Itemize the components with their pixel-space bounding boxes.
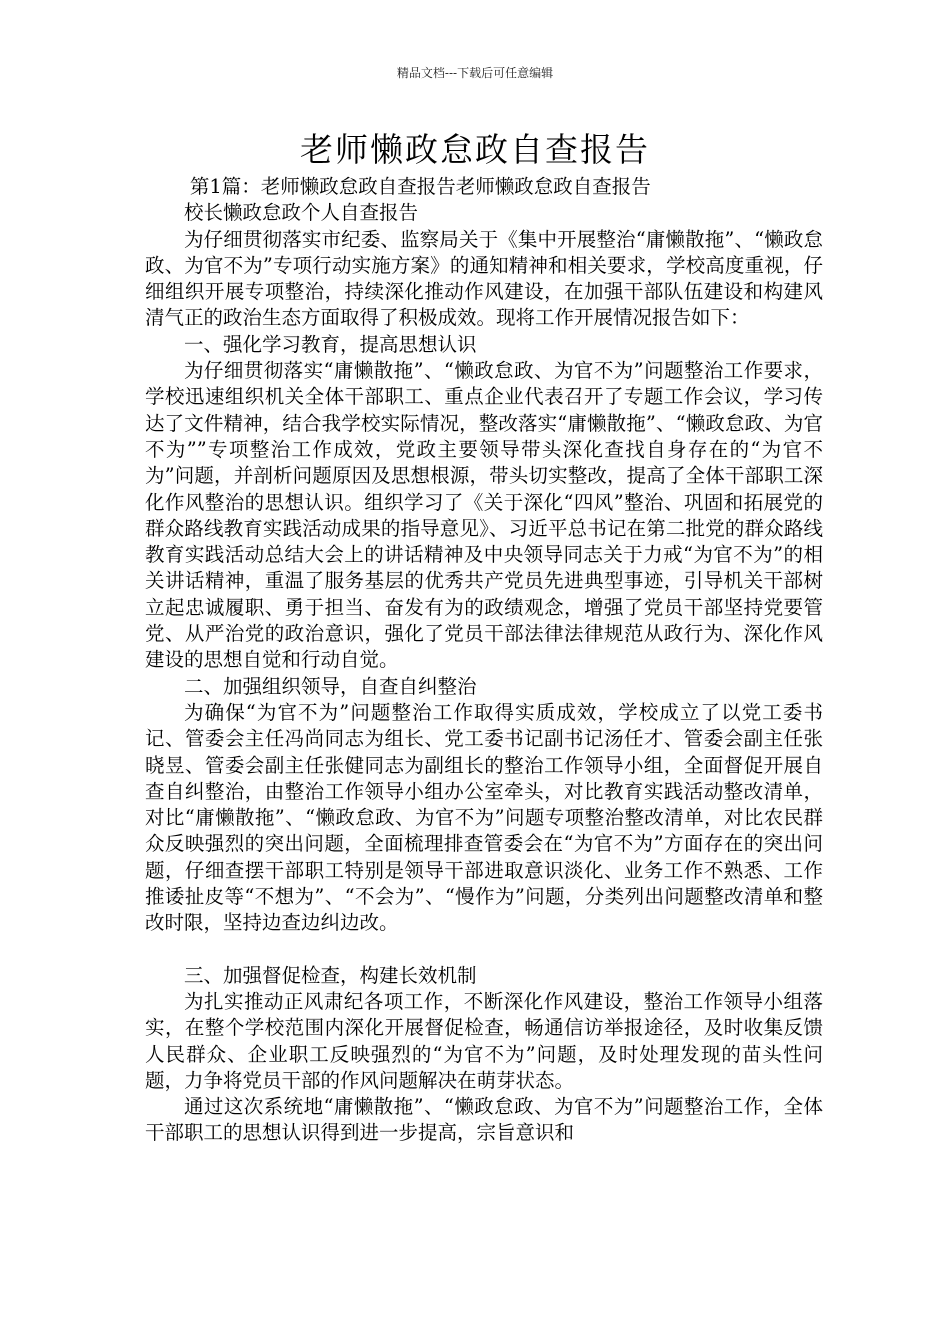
document-body [145, 174, 823, 1147]
body-paragraph: 通过这次系统地“庸懒散拖”、“懒政怠政、为官不为”问题整治工作，全体干部职工的思想认识得到进一步提高，宗旨意识和 [145, 1095, 823, 1145]
header-note: 精品文档---下载后可任意编辑 [396, 66, 554, 80]
body-paragraph: 为确保“为官不为”问题整治工作取得实质成效，学校成立了以党工委书记、管委会主任冯尚同志为组长、党工委书记副书记汤任才、管委会副主任张晓昱、管委会副主任张健同志为副组长的整治工作领导小组，全面督促开展自查自纠整治，由整治工作领导小组办公室牵头，对比教育实践活动整改清单，对比“庸懒散拖”、“懒政怠政、为官不为”问题专项整治整改清单，对比农民群众反映强烈的突出问题，全面梳理排查管委会在“为官不为”方面存在的突出问题，仔细查摆干部职工特别是领导干部进取意识淡化、业务工作不熟悉、工作推诿扯皮等“不想为”、“不会为”、“慢作为”问题，分类列出问题整改清单和整改时限，坚持边查边纠边改。 [145, 700, 823, 935]
section-heading: 一、强化学习教育，提高思想认识 [184, 332, 477, 356]
body-paragraph: 为扎实推动正风肃纪各项工作，不断深化作风建设，整治工作领导小组落实，在整个学校范围内深化开展督促检查，畅通信访举报途径，及时收集反馈人民群众、企业职工反映强烈的“为官不为”问题，及时处理发现的苗头性问题，力争将党员干部的作风问题解决在萌芽状态。 [145, 989, 823, 1092]
body-paragraph: 校长懒政怠政个人自查报告 [184, 201, 419, 225]
subtitle-paragraph: 第1篇：老师懒政怠政自查报告老师懒政怠政自查报告 [189, 175, 651, 198]
section-heading: 三、加强督促检查，构建长效机制 [184, 963, 477, 987]
document-title: 老师懒政怠政自查报告 [300, 130, 650, 169]
body-paragraph: 为仔细贯彻落实市纪委、监察局关于《集中开展整治“庸懒散拖”、“懒政怠政、为官不为”专项行动实施方案》的通知精神和相关要求，学校高度重视，仔细组织开展专项整治，持续深化推动作风建设，在加强干部队伍建设和构建风清气正的政治生态方面取得了积极成效。现将工作开展情况报告如下： [145, 227, 823, 330]
section-heading: 二、加强组织领导，自查自纠整治 [184, 674, 477, 698]
body-paragraph: 为仔细贯彻落实“庸懒散拖”、“懒政怠政、为官不为”问题整治工作要求，学校迅速组织机关全体干部职工、重点企业代表召开了专题工作会议，学习传达了文件精神，结合我学校实际情况，整改落实“庸懒散拖”、“懒政怠政、为官不为””专项整治工作成效，党政主要领导带头深化查找自身存在的“为官不为”问题，并剖析问题原因及思想根源，带头切实整改，提高了全体干部职工深化作风整治的思想认识。组织学习了《关于深化“四风”整治、巩固和拓展党的群众路线教育实践活动成果的指导意见》、习近平总书记在第二批党的群众路线教育实践活动总结大会上的讲话精神及中央领导同志关于力戒“为官不为”的相关讲话精神，重温了服务基层的优秀共产党员先进典型事迹，引导机关干部树立起忠诚履职、勇于担当、奋发有为的政绩观念，增强了党员干部坚持党要管党、从严治党的政治意识，强化了党员干部法律法律规范从政行为、深化作风建设的思想自觉和行动自觉。 [145, 359, 823, 672]
